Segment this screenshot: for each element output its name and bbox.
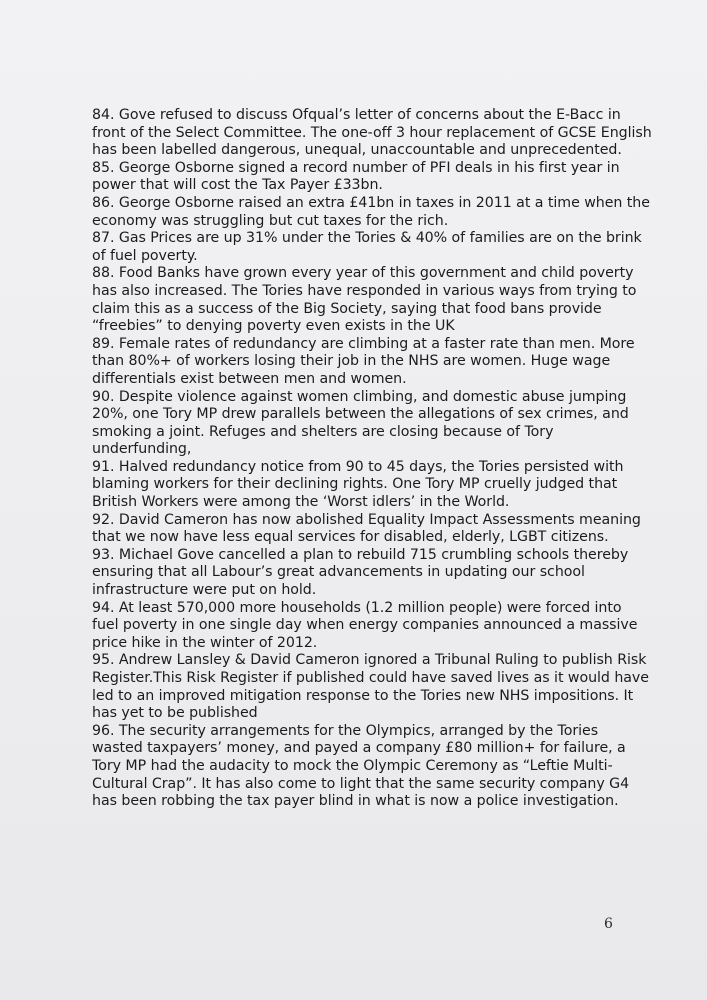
list-item-86: 86. George Osborne raised an extra £41bn in taxes in 2011 at a time when the economy was struggling but cut taxes for the rich. <box>92 194 650 229</box>
list-item-91: 91. Halved redundancy notice from 90 to 45 days, the Tories persisted with blaming workers for their declining rights. One Tory MP cruelly judged that British Workers were among the ‘Worst idlers’ in the World. <box>92 458 624 511</box>
list-item-89: 89. Female rates of redundancy are climbing at a faster rate than men. More than 80%+ of workers losing their job in the NHS are women. Huge wage differentials exist between men and women. <box>92 335 635 387</box>
list-item-88: 88. Food Banks have grown every year of this government and child poverty has also increased. The Tories have responded in various ways from trying to claim this as a success of the Big Society, saying that food bans provide “freebies” to denying poverty even exists in the UK <box>92 265 637 335</box>
document-body <box>92 107 652 811</box>
list-item-92: 92. David Cameron has now abolished Equality Impact Assessments meaning that we now have less equal services for disabled, elderly, LGBT citizens. <box>92 511 641 546</box>
list-item-85: 85. George Osborne signed a record number of PFI deals in his first year in power that will cost the Tax Payer £33bn. <box>92 159 620 194</box>
list-item-94: 94. At least 570,000 more households (1.2 million people) were forced into fuel poverty in one single day when energy companies announced a massive price hike in the winter of 2012. <box>92 599 638 651</box>
list-item-87: 87. Gas Prices are up 31% under the Tories & 40% of families are on the brink of fuel poverty. <box>92 230 642 264</box>
list-item-93: 93. Michael Gove cancelled a plan to rebuild 715 crumbling schools thereby ensuring that all Labour’s great advancements in updating our school infrastructure were put on hold. <box>92 546 629 599</box>
list-item-90: 90. Despite violence against women climbing, and domestic abuse jumping 20%, one Tory MP drew parallels between the allegations of sex crimes, and smoking a joint. Refuges and shelters are closing because of Tory underfunding, <box>92 388 629 458</box>
list-item-95: 95. Andrew Lansley & David Cameron ignored a Tribunal Ruling to publish Risk Register.This Risk Register if published could have saved lives as it would have led to an improved mitigation response to the Tories new NHS impositions. It has yet to be published <box>92 652 649 722</box>
list-item-96: 96. The security arrangements for the Olympics, arranged by the Tories wasted taxpayers’ money, and payed a company £80 million+ for failure, a Tory MP had the audacity to mock the Olympic Ceremony as “Leftie Multi-Cultural Crap”. It has also come to light that the same security company G4 has been robbing the tax payer blind in what is now a police investigation. <box>92 722 630 810</box>
list-item-84: 84. Gove refused to discuss Ofqual’s letter of concerns about the E-Bacc in front of the Select Committee. The one-off 3 hour replacement of GCSE English has been labelled dangerous, unequal, unaccountable and unprecedented. <box>92 107 652 159</box>
page-number: 6 <box>604 916 613 932</box>
